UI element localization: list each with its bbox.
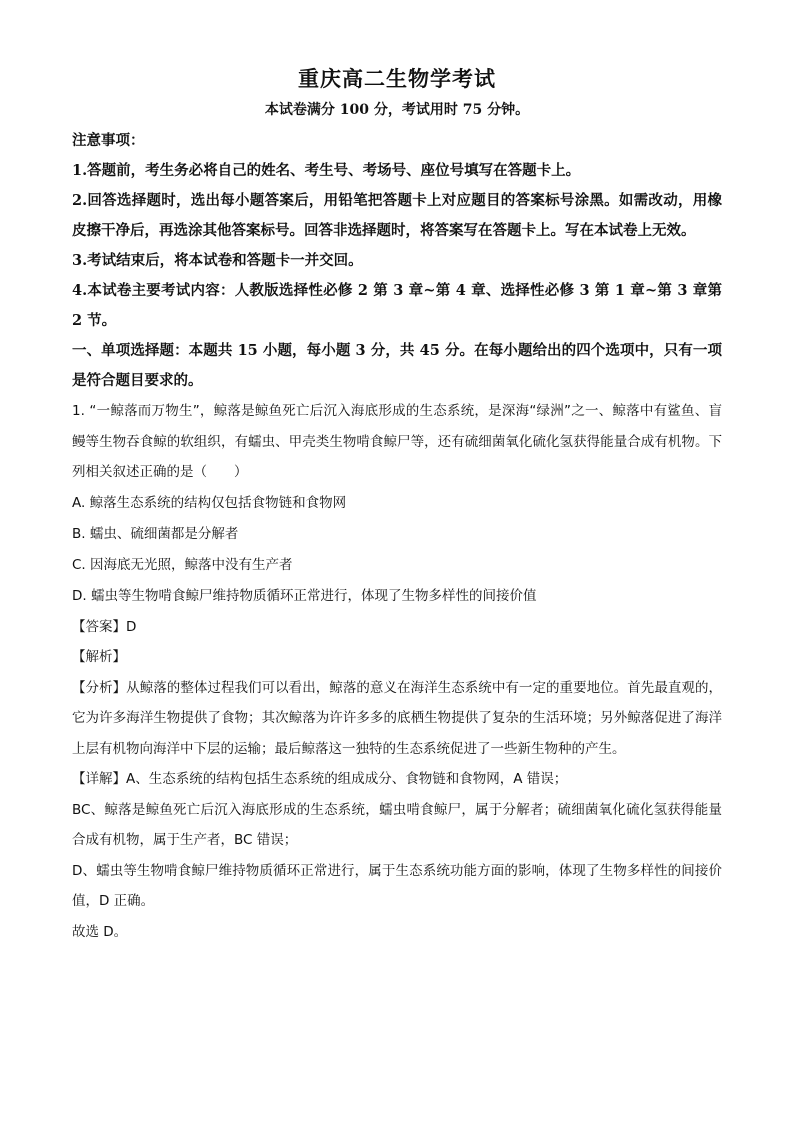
detail-line-2: BC、鲸落是鲸鱼死亡后沉入海底形成的生态系统，蠕虫啃食鲸尸，属于分解者；硫细菌氧化硫化氢获得能量合成有机物，属于生产者，BC 错误； (72, 801, 722, 848)
analysis-heading: 【解析】 (72, 649, 126, 665)
question-1 (72, 396, 722, 947)
conclusion: 故选 D。 (72, 923, 128, 940)
exam-page (72, 62, 722, 947)
option-b: B. 蠕虫、硫细菌都是分解者 (72, 525, 239, 542)
detail-line-3: D、蠕虫等生物啃食鲸尸维持物质循环正常进行，属于生态系统功能方面的影响，体现了生物多样性的间接价值，D 正确。 (72, 862, 722, 909)
option-a: A. 鲸落生态系统的结构仅包括食物链和食物网 (72, 494, 347, 511)
section-heading: 一、单项选择题：本题共 15 小题，每小题 3 分，共 45 分。在每小题给出的四个选项中，只有一项是符合题目要求的。 (72, 342, 722, 389)
note-item-4: 4.本试卷主要考试内容：人教版选择性必修 2 第 3 章~第 4 章、选择性必修 3 第 1 章~第 3 章第 2 节。 (72, 282, 722, 329)
detail-line-1: 【详解】A、生态系统的结构包括生态系统的组成成分、食物链和食物网，A 错误； (72, 771, 568, 787)
answer-label: 【答案】D (72, 618, 137, 635)
note-item-3: 3.考试结束后，将本试卷和答题卡一并交回。 (72, 252, 363, 269)
analysis-fenxi: 【分析】从鲸落的整体过程我们可以看出，鲸落的意义在海洋生态系统中有一定的重要地位。首先最直观的，它为许多海洋生物提供了食物；其次鲸落为许许多多的底栖生物提供了复杂的生活环境；另外鲸落促进了海洋上层有机物向海洋中下层的运输；最后鲸落这一独特的生态系统促进了一些新生物种的产生。 (72, 679, 722, 757)
option-c: C. 因海底无光照，鲸落中没有生产者 (72, 556, 293, 573)
page-title: 重庆高二生物学考试 (298, 66, 496, 91)
notes-block (72, 126, 722, 336)
question-stem: 1. “一鲸落而万物生”，鲸落是鲸鱼死亡后沉入海底形成的生态系统，是深海“绿洲”之一、鲸落中有鲨鱼、盲鳗等生物吞食鲸的软组织，有蠕虫、甲壳类生物啃食鲸尸等，还有硫细菌氧化硫化氢获得能量合成有机物。下列相关叙述正确的是（ ） (72, 403, 722, 480)
note-item-2: 2.回答选择题时，选出每小题答案后，用铅笔把答题卡上对应题目的答案标号涂黑。如需改动，用橡皮擦干净后，再选涂其他答案标号。回答非选择题时，将答案写在答题卡上。写在本试卷上无效。 (72, 192, 722, 239)
note-item-1: 1.答题前，考生务必将自己的姓名、考生号、考场号、座位号填写在答题卡上。 (72, 162, 581, 179)
notes-heading: 注意事项： (72, 132, 145, 149)
option-d: D. 蠕虫等生物啃食鲸尸维持物质循环正常进行，体现了生物多样性的间接价值 (72, 587, 537, 604)
exam-subtitle: 本试卷满分 100 分，考试用时 75 分钟。 (264, 102, 530, 118)
